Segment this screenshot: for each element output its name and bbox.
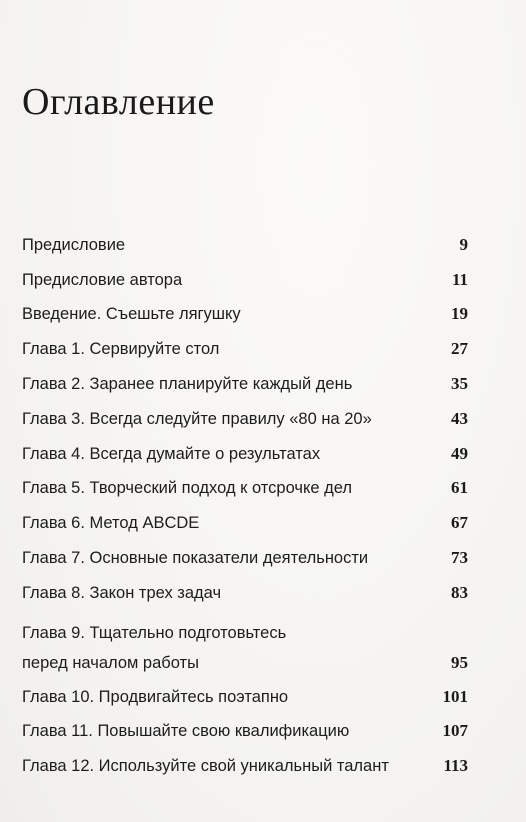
- toc-entry-page-number: 27: [451, 339, 468, 359]
- toc-entry-page-number: 107: [442, 721, 468, 741]
- toc-entry-title: Глава 7. Основные показатели деятельности: [22, 548, 369, 567]
- toc-entry-page-number: 9: [459, 234, 468, 254]
- toc-entry-title: Глава 12. Используйте свой уникальный талант: [22, 757, 389, 776]
- toc-entry: [22, 678, 468, 713]
- toc-entry-title: Глава 3. Всегда следуйте правилу «80 на 20»: [22, 409, 372, 428]
- toc-entry-title: Предисловие: [22, 235, 126, 254]
- toc-entry: [22, 435, 468, 470]
- toc-entry-title: Глава 10. Продвигайтесь поэтапно: [22, 687, 289, 706]
- toc-entry: [22, 296, 468, 331]
- table-of-contents: [22, 226, 468, 782]
- toc-entry-title: Глава 6. Метод ABCDE: [22, 514, 200, 533]
- toc-entry-page-number: 113: [443, 756, 468, 776]
- toc-entry-title: Глава 1. Сервируйте стол: [22, 340, 220, 359]
- toc-entry-title: Предисловие автора: [22, 270, 183, 289]
- toc-entry: [22, 713, 468, 748]
- toc-entry-page-number: 83: [451, 582, 468, 602]
- toc-entry-page-number: 101: [442, 686, 468, 706]
- toc-entry: [22, 504, 468, 539]
- toc-entry: [22, 400, 468, 435]
- toc-entry: [22, 574, 468, 609]
- toc-entry-page-number: 61: [451, 478, 468, 498]
- page-title: Оглавление: [22, 81, 215, 123]
- toc-entry-title: Глава 4. Всегда думайте о результатах: [22, 444, 321, 463]
- toc-entry-page-number: 19: [451, 304, 468, 324]
- toc-entry-page-number: 35: [451, 373, 468, 393]
- toc-entry-page-number: 73: [451, 547, 468, 567]
- toc-entry-title: Глава 2. Заранее планируйте каждый день: [22, 374, 353, 393]
- toc-entry-title: Введение. Съешьте лягушку: [22, 305, 241, 324]
- toc-entry: [22, 539, 468, 574]
- toc-entry-page-number: 67: [451, 513, 468, 533]
- toc-entry-page-number: 11: [451, 269, 468, 289]
- toc-entry-title: Глава 11. Повышайте свою квалификацию: [22, 722, 350, 741]
- toc-entry: [22, 365, 468, 400]
- toc-entry: [22, 470, 468, 505]
- toc-entry-page-number: 43: [451, 408, 468, 428]
- toc-entry: [22, 609, 468, 678]
- toc-entry-page-number: 95: [451, 652, 468, 672]
- toc-entry: [22, 226, 468, 261]
- toc-entry: [22, 330, 468, 365]
- toc-entry-page-number: 49: [451, 443, 468, 463]
- toc-entry: [22, 261, 468, 296]
- toc-entry-title: Глава 9. Тщательно подготовьтесь перед началом работы: [22, 623, 287, 672]
- toc-entry: [22, 747, 468, 782]
- toc-entry-title: Глава 8. Закон трех задач: [22, 583, 222, 602]
- toc-entry-title: Глава 5. Творческий подход к отсрочке дел: [22, 479, 353, 498]
